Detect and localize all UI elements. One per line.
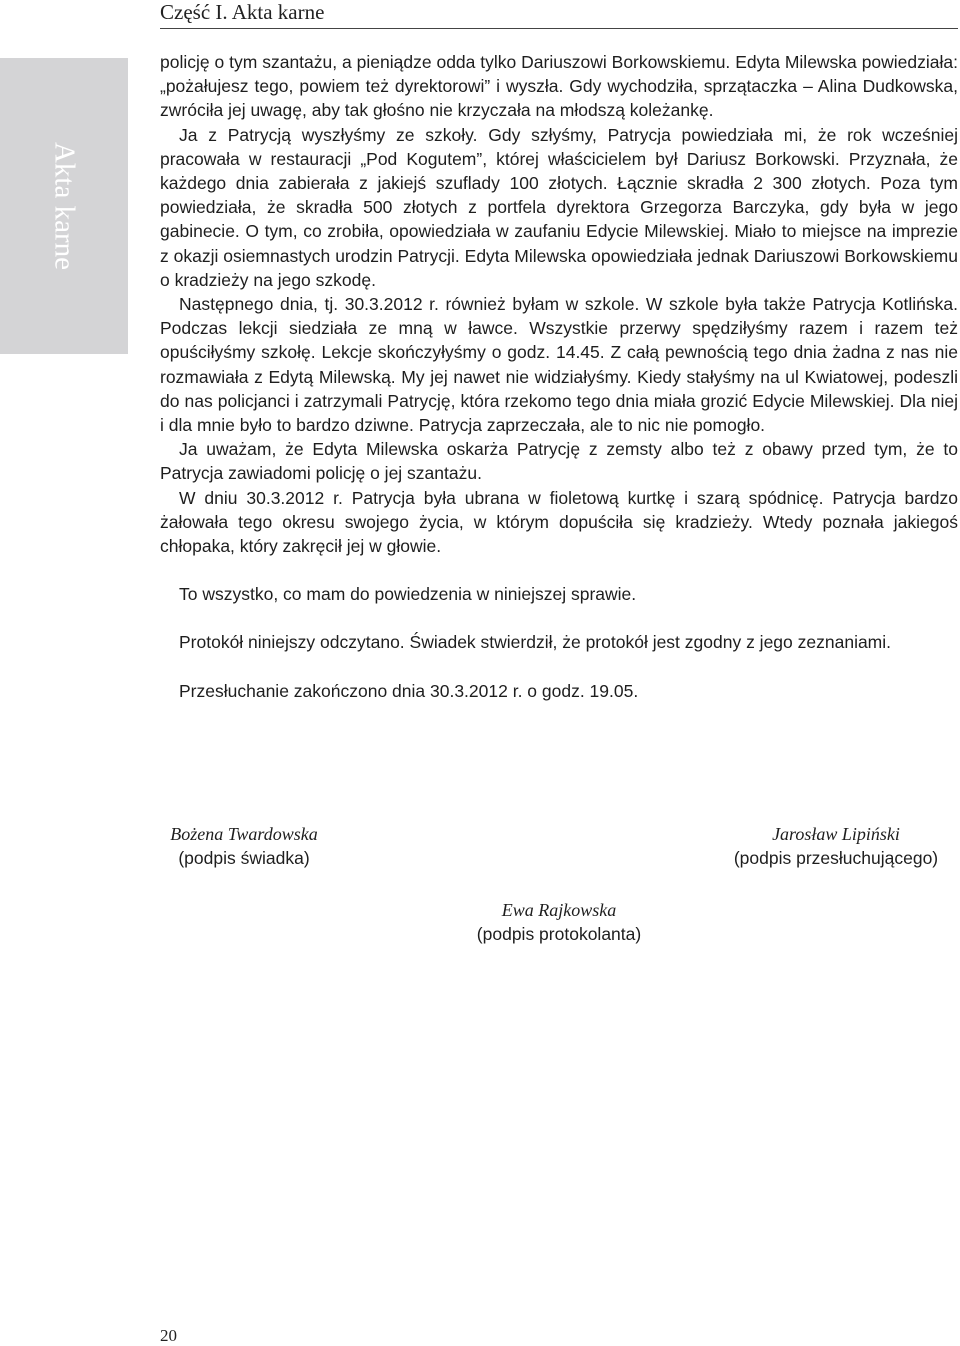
paragraph: Następnego dnia, tj. 30.3.2012 r. również byłam w szkole. W szkole była także Patrycja Kotlińska. Podczas lekcji siedziała ze mną w ławce. Wszystkie przerwy spędziłyśmy razem i razem też opuściłyśmy szkołę. Lekcje skończyłyśmy o godz. 14.45. Z całą pewnością tego dnia żadna z nas nie rozmawiała z Edytą Milewską. My jej nawet nie widziałyśmy. Kiedy stałyśmy na ul Kwiatowej, podeszli do nas policjanci i zatrzymali Patrycję, która rzekomo tego dnia miała grozić Edycie Milewskiej. Dla niej i dla mnie było to bardzo dziwne. Patrycja zaprzeczała, ale to nic nie pomogło. [160,294,958,436]
paragraph: Ja z Patrycją wyszłyśmy ze szkoły. Gdy szłyśmy, Patrycja powiedziała mi, że rok wcześniej pracowała w restauracji „Pod Kogutem”, której właścicielem był Dariusz Borkowski. Przyznała, że każdego dnia zabierała z jakiejś szuflady 100 złotych. Łącznie skradła 2 300 złotych. Poza tym powiedziała, że skradła 500 złotych z portfela dyrektora Grzegorza Barczyka, gdy była w jego gabinecie. O tym, co zrobiła, opowiedziała w zaufaniu Edycie Milewskiej. Miało to miejsce na imprezie z okazji osiemnastych urodzin Patrycji. Edyta Milewska opowiedziała jednak Dariuszowi Borkowskiemu o kradzieży na jego szkodę. [160,124,958,290]
paragraph: Ja uważam, że Edyta Milewska oskarża Patrycję z zemsty albo też z obawy przed tym, że to Patrycja zawiadomi policję o jej szantażu. [160,439,958,484]
reading-confirmation: Protokół niniejszy odczytano. Świadek stwierdził, że protokół jest zgodny z jego zeznaniami. [179,632,892,653]
signature-role: (podpis świadka) [178,848,310,868]
side-tab-label: Akta karne [48,141,81,271]
paragraph: policję o tym szantażu, a pieniądze odda tylko Dariuszowi Borkowskiemu. Edyta Milewska powiedziała: „pożałujesz tego, powiem też dyrektorowi” i wyszła. Gdy wychodziła, sprzątaczka – Alina Dudkowska, zwróciła jej uwagę, aby tak głośno nie krzyczała na młodszą koleżankę. [160,52,958,121]
side-tab [0,58,128,354]
signature-recorder [456,898,662,946]
end-of-interrogation: Przesłuchanie zakończono dnia 30.3.2012 r. o godz. 19.05. [179,680,639,701]
body-text [160,50,958,703]
running-head: Część I. Akta karne [160,0,325,24]
signature-role: (podpis przesłuchującego) [733,848,939,868]
signature-interrogator [714,822,958,870]
header-divider [160,28,958,29]
page-number: 20 [160,1326,177,1345]
paragraph: W dniu 30.3.2012 r. Patrycja była ubrana w fioletową kurtkę i szarą spódnicę. Patrycja bardzo żałowała tego okresu swojego życia, w którym dopuściła się kradzieży. Wtedy poznała jakiegoś chłopaka, który zakręcił jej w głowie. [160,487,958,557]
closing-statement: To wszystko, co mam do powiedzenia w niniejszej sprawie. [179,584,637,605]
signature-role: (podpis protokolanta) [476,924,642,944]
signature-name: Bożena Twardowska [170,824,318,844]
signature-name: Ewa Rajkowska [501,900,617,920]
signature-witness [160,822,328,870]
signature-name: Jarosław Lipiński [772,824,900,844]
